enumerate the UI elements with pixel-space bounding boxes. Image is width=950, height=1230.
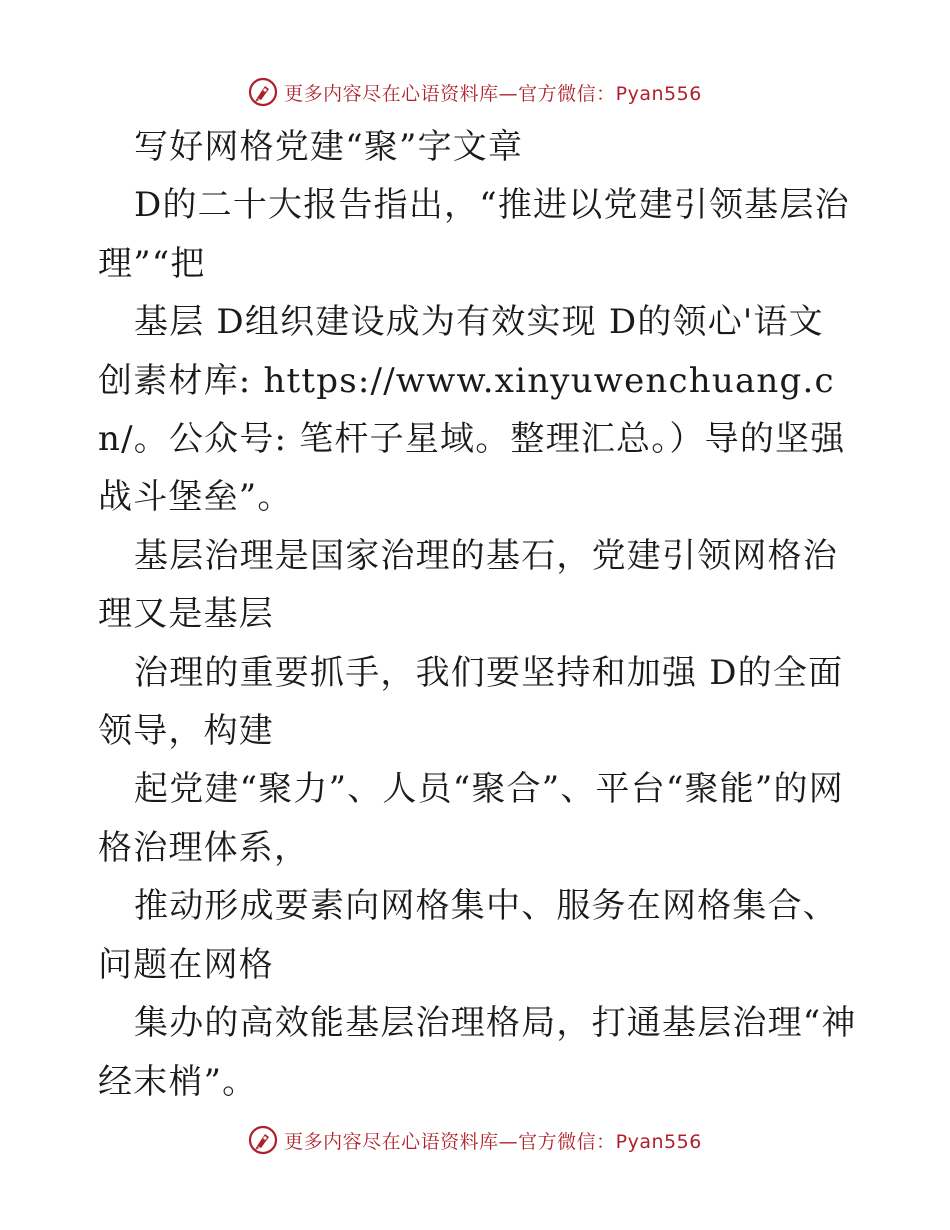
paragraph: 集办的高效能基层治理格局，打通基层治理“神经末梢”。 (98, 1003, 857, 1102)
banner-slogan: 更多内容尽在心语资料库—官方微信： (284, 82, 616, 105)
banner-text (284, 1127, 702, 1154)
paragraph: 推动形成要素向网格集中、服务在网格集合、问题在网格 (98, 886, 838, 985)
pen-nib-logo-icon (248, 77, 278, 107)
banner-wechat-id: Pyan556 (615, 1130, 702, 1153)
paragraph: 基层治理是国家治理的基石，党建引领网格治理又是基层 (98, 535, 838, 635)
document-title: 写好网格党建“聚”字文章 (134, 127, 524, 167)
document-body (98, 118, 858, 1111)
footer-banner (0, 1120, 950, 1160)
paragraph: 起党建“聚力”、人员“聚合”、平台“聚能”的网格治理体系， (98, 769, 844, 868)
banner-wechat-id: Pyan556 (615, 82, 702, 105)
banner-slogan: 更多内容尽在心语资料库—官方微信： (284, 1130, 616, 1153)
paragraph: 治理的重要抓手，我们要坚持和加强 D的全面领导，构建 (98, 652, 844, 752)
header-banner (0, 72, 950, 112)
banner-text (284, 79, 702, 106)
pen-nib-logo-icon (248, 1125, 278, 1155)
paragraph: D的二十大报告指出，“推进以党建引领基层治理”“把 (98, 185, 850, 284)
paragraph: 基层 D组织建设成为有效实现 D的领心'语文创素材库: https://www.xinyuwenchuang.cn/。公众号: 笔杆子星域。整理汇总。）导的坚强战斗堡垒”。 (98, 302, 846, 518)
